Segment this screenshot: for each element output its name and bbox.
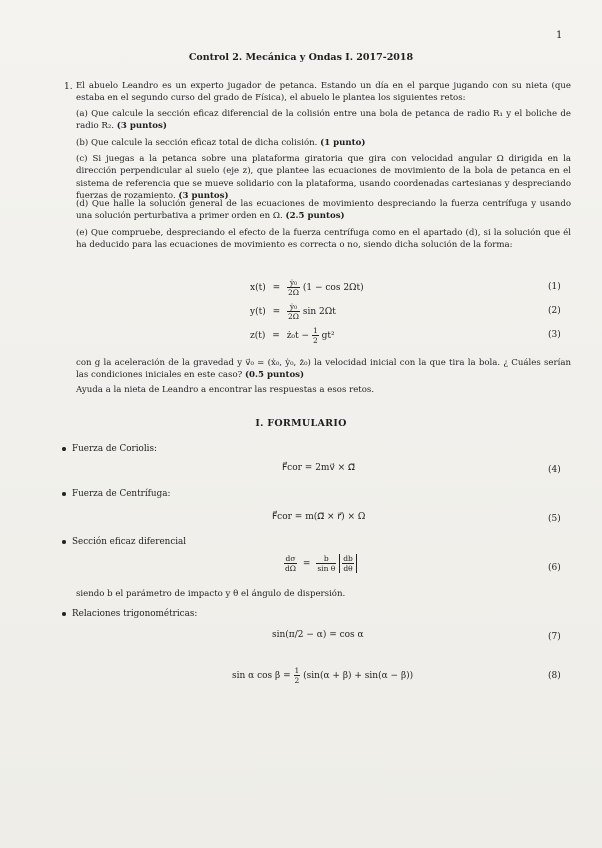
- eq1-denominator: 2Ω: [288, 288, 300, 297]
- seccion-lhs-fraction: [284, 554, 297, 573]
- item-b-points: (1 punto): [320, 138, 366, 148]
- equation-1-number: (1): [548, 282, 561, 292]
- bullet-coriolis: [62, 444, 157, 454]
- centrifuga-label: Fuerza de Centrífuga:: [72, 489, 171, 499]
- item-d: [76, 198, 571, 223]
- coriolis-label: Fuerza de Coriolis:: [72, 444, 157, 454]
- bullet-icon: [62, 540, 66, 544]
- initial-conditions-question: [76, 357, 571, 382]
- eq2-rest: sin 2Ωt: [302, 307, 336, 317]
- bullet-centrifuga: [62, 489, 170, 499]
- equation-7-number: (7): [548, 632, 561, 642]
- equation-3: z(t) = ż₀t − $\frac{1}{2}$ gt²: [250, 326, 335, 345]
- bullet-icon: [62, 447, 66, 451]
- equation-5-number: (5): [548, 514, 561, 524]
- problem-intro: El abuelo Leandro es un experto jugador de petanca. Estando un día en el parque jugando con su nieta (que estaba en el segundo curso del grado de Física), el abuelo le plantea los siguientes retos:: [76, 81, 571, 104]
- item-d-points: (2.5 puntos): [285, 211, 345, 222]
- trig2-numerator: 1: [294, 666, 300, 675]
- formulario-heading: I. FORMULARIO: [255, 418, 347, 429]
- eq2-numerator: ẏ₀: [287, 302, 300, 312]
- item-e: (e) Que compruebe, despreciando el efecto de la fuerza centrífuga como en el apartado (d), si la solución que él ha deducido para las ecuaciones de movimiento es correcta o no, siendo dicha solución de la forma:: [76, 228, 571, 251]
- eq3-rest: gt²: [321, 331, 335, 341]
- equation-2: y(t) = $\frac{\text{ẏ₀}}{2\Omega}$ sin 2Ωt: [250, 302, 336, 321]
- eq1-numerator: ẏ₀: [287, 278, 300, 288]
- seccion-note: siendo b el parámetro de impacto y θ el ángulo de dispersión.: [76, 589, 346, 599]
- equation-2-number: (2): [548, 306, 561, 316]
- initial-conditions-text: con g la aceleración de la gravedad y v⃗₀ = (ẋ₀, ẏ₀, ż₀) la velocidad inicial con la que tira la bola. ¿ Cuáles serían las condiciones iniciales en este caso?: [76, 358, 571, 381]
- problem-number: 1.: [64, 82, 73, 92]
- centrifuga-equation: F⃗cor = m(Ω⃗ × r⃗) × Ω: [272, 512, 366, 522]
- closing-sentence: Ayuda a la nieta de Leandro a encontrar las respuestas a esos retos.: [76, 385, 375, 395]
- bullet-seccion: [62, 537, 186, 547]
- seccion-equation: $\frac{d\sigma}{d\Omega}$ = $\frac{b}{\text{sin θ}}$ $\frac{db}{d\theta}$: [284, 554, 357, 573]
- seccion-abs-numerator: db: [343, 554, 353, 563]
- item-c-text: (c) Si juegas a la petanca sobre una plataforma giratoria que gira con velocidad angular Ω dirigida en la dirección perpendicular al suelo (eje z), que plantee las ecuaciones de movimiento de la bola de petanca en el sistema de referencia que se mueve solidario con la plataforma, usando coordenadas cartesianas y despreciando fuerzas de rozamiento.: [76, 154, 571, 202]
- item-a-points: (3 puntos): [116, 121, 167, 132]
- item-c-points: (3 puntos): [178, 191, 229, 202]
- equation-1: x(t) = $\frac{\text{ẏ₀}}{2\Omega}$ (1 − cos 2Ωt): [250, 278, 364, 297]
- eq2-denominator: 2Ω: [288, 312, 300, 321]
- coriolis-equation: F⃗cor = 2mv⃗ × Ω⃗: [282, 463, 355, 473]
- trig-label: Relaciones trigonométricas:: [72, 609, 198, 619]
- trig2-denominator: 2: [294, 676, 300, 685]
- item-b: [76, 137, 571, 149]
- equation-8-number: (8): [548, 671, 561, 681]
- trig2-rest: (sin(α + β) + sin(α − β)): [303, 671, 414, 681]
- item-d-text: (d) Que halle la solución general de las ecuaciones de movimiento despreciando la fuerza centrífuga y usando una solución perturbativa a primer orden en Ω.: [76, 199, 571, 222]
- seccion-mid-denominator: sin θ: [317, 564, 336, 573]
- seccion-label: Sección eficaz diferencial: [72, 537, 187, 547]
- eq3-denominator: 2: [312, 336, 318, 345]
- eq2-lhs: y(t): [250, 307, 266, 317]
- eq1-fraction: [287, 278, 300, 297]
- equation-4-number: (4): [548, 465, 561, 475]
- seccion-mid-numerator: b: [316, 554, 336, 564]
- bullet-icon: [62, 612, 66, 616]
- item-b-text: (b) Que calcule la sección eficaz total de dicha colisión.: [76, 138, 318, 148]
- seccion-lhs-denominator: dΩ: [285, 564, 297, 573]
- eq3-fraction: [312, 326, 319, 345]
- trig2-lhs: sin α cos β =: [232, 671, 291, 681]
- seccion-mid-fraction: [316, 554, 336, 573]
- seccion-abs-value: [339, 554, 357, 573]
- initial-conditions-points: (0.5 puntos): [244, 370, 305, 381]
- eq3-lhs: z(t): [250, 331, 266, 341]
- page-title: Control 2. Mecánica y Ondas I. 2017-2018: [188, 52, 414, 63]
- eq3-first-term: ż₀t −: [286, 331, 310, 341]
- equation-6-number: (6): [548, 563, 561, 573]
- eq1-rest: (1 − cos 2Ωt): [302, 283, 364, 293]
- bullet-trig: [62, 609, 197, 619]
- eq3-numerator: 1: [312, 326, 318, 335]
- item-a: [76, 108, 571, 133]
- seccion-abs-denominator: dθ: [343, 564, 353, 573]
- trig2-fraction: [294, 666, 301, 685]
- eq2-fraction: [287, 302, 300, 321]
- bullet-icon: [62, 492, 66, 496]
- eq1-lhs: x(t): [250, 283, 266, 293]
- seccion-abs-fraction: [342, 554, 354, 573]
- trig-equation-1: sin(π/2 − α) = cos α: [272, 630, 364, 640]
- page-number: 1: [556, 30, 563, 41]
- equation-3-number: (3): [548, 330, 561, 340]
- item-c: [76, 153, 571, 203]
- seccion-lhs-numerator: dσ: [285, 554, 296, 563]
- trig-equation-2: [232, 666, 413, 685]
- item-a-text: (a) Que calcule la sección eficaz diferencial de la colisión entre una bola de petanca de radio R₁ y el boliche de radio R₂.: [76, 109, 571, 132]
